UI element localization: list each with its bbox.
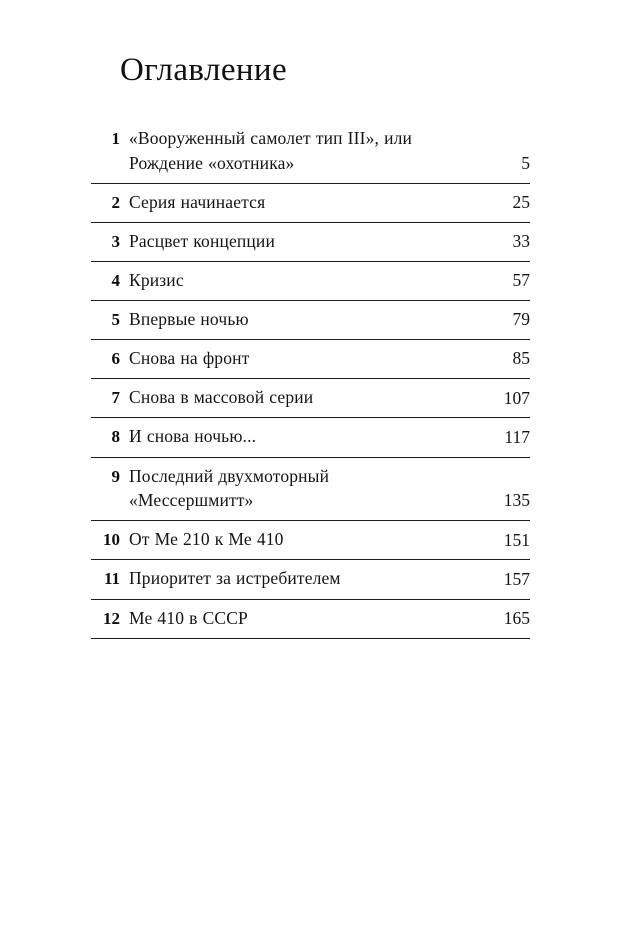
toc-entry-title [120,268,490,293]
toc-entry-title [120,229,490,254]
toc-entry-page-number: 85 [512,348,530,369]
toc-entry-title-line1: От Ме 210 к Ме 410 [129,529,284,550]
toc-entry-number: 4 [111,270,120,290]
toc-entry[interactable] [91,458,530,522]
toc-entry-page-number: 25 [512,191,530,212]
toc-entry-title-line1: Последний двухмоторный [129,465,330,486]
toc-entry-title-line1: «Вооруженный самолет тип III», или [129,128,412,148]
toc-entry-number: 7 [111,388,120,408]
toc-entry-title [120,126,490,176]
toc-entry-title [120,346,490,371]
toc-entry-page-number: 107 [503,387,530,408]
toc-entry-title [120,606,490,631]
page-title: Оглавление [120,52,288,88]
toc-entry-title-line1: Кризис [129,269,184,290]
toc-entry-title-line1: И снова ночью... [129,426,257,447]
toc-entry-page-number: 157 [503,568,530,589]
toc-entry-title-line1: Впервые ночью [129,309,249,330]
toc-entry[interactable] [91,600,530,639]
toc-entry-number: 9 [111,466,120,486]
toc-entry-title [120,424,490,449]
toc-entry-title-line1: Расцвет концепции [129,230,275,251]
toc-entry-title-line2: «Мессершмитт» [129,490,254,511]
toc-entry[interactable] [91,521,530,560]
toc-entry-title-line1: Ме 410 в СССР [129,607,248,628]
toc-entry-page-number: 57 [512,270,530,291]
toc-entry[interactable] [91,184,530,223]
toc-entry-number: 3 [111,231,120,251]
toc-entry[interactable] [91,418,530,457]
toc-entry-title [120,190,490,215]
toc-entry-title [120,566,490,591]
toc-entry[interactable] [91,301,530,340]
toc-entry-number: 12 [103,608,120,628]
toc-entry-title-line2: Рождение «охотника» [129,152,295,173]
toc-entry-page-number: 165 [503,607,530,628]
toc-entry[interactable] [91,379,530,418]
toc-entry-page-number: 33 [512,231,530,252]
toc-entry-title [120,464,490,514]
toc-entry-title-line1: Серия начинается [129,191,266,212]
toc-entry-number: 11 [103,569,120,589]
toc-entry[interactable] [91,120,530,184]
toc-entry-number: 8 [111,427,120,447]
table-of-contents [91,120,530,639]
toc-entry-number: 5 [111,310,120,330]
toc-entry-title-line1: Снова на фронт [129,348,250,369]
toc-entry[interactable] [91,340,530,379]
toc-entry-title-line1: Снова в массовой серии [129,387,314,408]
toc-entry-page-number: 151 [503,529,530,550]
toc-entry-page-number: 135 [503,490,530,511]
toc-entry-number: 1 [111,129,120,148]
toc-entry-title [120,307,490,332]
toc-entry-title-line1: Приоритет за истребителем [129,568,341,589]
toc-entry-title [120,527,490,552]
toc-entry-page-number: 117 [504,426,530,447]
toc-entry-number: 2 [111,192,120,212]
toc-entry[interactable] [91,560,530,599]
toc-entry-number: 6 [111,349,120,369]
toc-entry-title [120,385,490,410]
toc-entry[interactable] [91,223,530,262]
toc-entry-number: 10 [103,530,120,550]
toc-entry[interactable] [91,262,530,301]
toc-entry-page-number: 5 [521,152,530,173]
toc-entry-page-number: 79 [512,309,530,330]
